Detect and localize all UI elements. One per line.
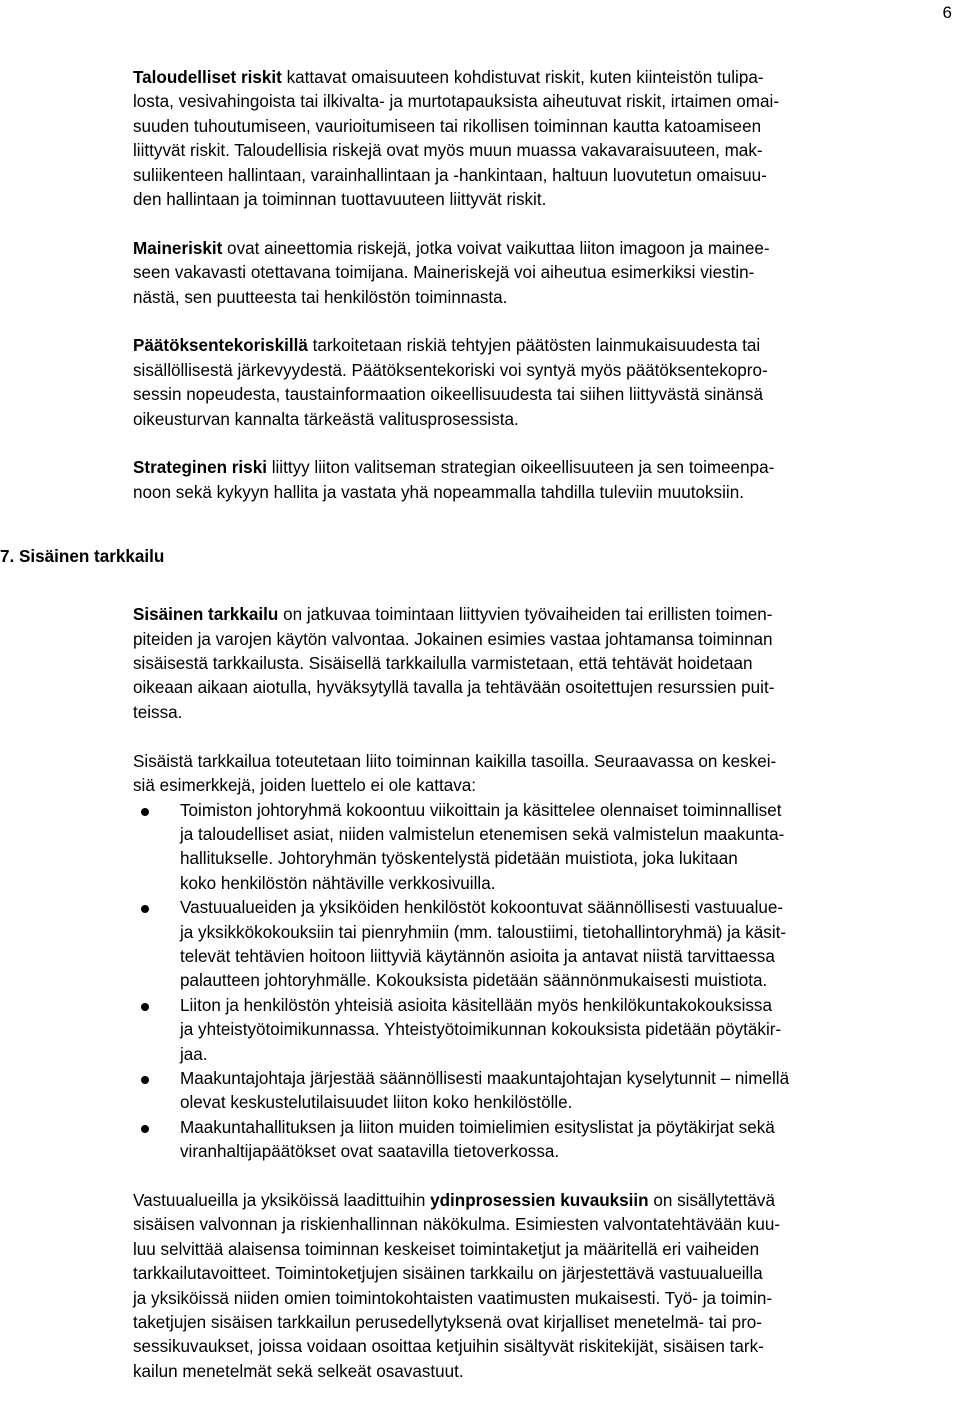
paragraph-decision-risks xyxy=(133,334,951,432)
paragraph-text: liittyy liiton valitseman strategian oikeellisuuteen ja sen toimeenpa- noon sekä kykyyn hallita ja vastata yhä nopeammalla tahdilla tuleviin muutoksiin. xyxy=(133,458,775,502)
term-core-process-descriptions: ydinprosessien kuvauksiin xyxy=(430,1190,649,1210)
bullet-icon xyxy=(141,1076,149,1084)
paragraph-reputation-risks xyxy=(133,237,951,310)
term-decision-risks: Päätöksentekoriskillä xyxy=(133,336,308,356)
term-strategic-risk: Strateginen riski xyxy=(133,458,267,478)
bullet-icon xyxy=(141,808,149,816)
bullet-icon xyxy=(141,1003,149,1011)
paragraph-strategic-risk xyxy=(133,456,951,505)
paragraph-financial-risks xyxy=(133,66,951,212)
paragraph-text: on jatkuvaa toimintaan liittyvien työvaiheiden tai erillisten toimen- piteiden ja varojen käytön valvontaa. Jokainen esimies vastaa johtamansa toiminnan sisäisestä tarkkailusta. Sisäisellä tarkkailulla varmistetaan, että tehtävät hoidetaan oikeaan aikaan aiotulla, hyväksytyllä tavalla ja tehtävään osoitettujen resurssien puit- teissa. xyxy=(133,605,775,722)
section-heading: 7. Sisäinen tarkkailu xyxy=(0,547,165,566)
list-item-text: Toimiston johtoryhmä kokoontuu viikoittain ja käsittelee olennaiset toiminnalliset ja taloudelliset asiat, niiden valmistelun etenemisen sekä valmistelun maakunta- hallitukselle. Johtoryhmän työskentelystä pidetään muistiota, joka lukitaan koko henkilöstön nähtäville verkkosivuilla. xyxy=(180,800,785,893)
term-financial-risks: Taloudelliset riskit xyxy=(133,68,282,87)
list-item xyxy=(133,799,951,897)
paragraph-internal-monitoring xyxy=(133,603,951,725)
list-item xyxy=(133,1067,951,1116)
examples-list xyxy=(133,799,951,1165)
paragraph-text: ovat aineettomia riskejä, jotka voivat vaikuttaa liiton imagoon ja mainee- seen vakavasti otettavana toimijana. Maineriskejä voi aiheutua esimerkiksi viestin- nästä, sen puutteesta tai henkilöstön toiminnasta. xyxy=(133,238,770,307)
list-item xyxy=(133,994,951,1067)
paragraph-text: Sisäistä tarkkailua toteutetaan liito toiminnan kaikilla tasoilla. Seuraavassa on keskei- siä esimerkkejä, joiden luettelo ei ole kattava: xyxy=(133,751,777,796)
paragraph-monitoring-levels xyxy=(133,750,951,799)
paragraph-text: kattavat omaisuuteen kohdistuvat riskit, kuten kiinteistön tulipa- losta, vesivahingoista tai ilkivalta- ja murtotapauksista aiheutuvat riskit, irtaimen omai- suuden tuhoutumiseen, vaurioitumiseen tai rikollisen toiminnan kautta katoamiseen liittyvät riskit. Taloudellisia riskejä ovat myös muun muassa vakavaraisuuteen, mak- suliikenteen hallintaan, varainhallintaan ja -hankintaan, haltuun luovutetun omaisuu- den hallintaan ja toiminnan tuottavuuteen liittyvät riskit. xyxy=(133,68,780,210)
bullet-icon xyxy=(141,905,149,913)
paragraph-text: on sisällytettävä sisäisen valvonnan ja riskienhallinnan näkökulma. Esimiesten valvontatehtävään kuu- luu selvittää alaisensa toiminnan keskeiset toimintaketjut ja määritellä eri vaiheiden tarkkailutavoitteet. Toimintoketjujen sisäinen tarkkailu on järjestettävä vastuualueilla ja yksiköissä niiden omien toimintokohtaisten vaatimusten mukaisesti. Työ- ja toimin- taketjujen sisäisen tarkkailun perusedellytyksenä ovat kirjalliset menetelmä- tai pro- sessikuvaukset, joissa voidaan osoittaa ketjuihin sisältyvät riskitekijät, sisäisen tark- kailun menetelmät sekä selkeät osavastuut. xyxy=(133,1190,781,1381)
list-item-text: Maakuntajohtaja järjestää säännöllisesti maakuntajohtajan kyselytunnit – nimellä olevat keskustelutilaisuudet liiton koko henkilöstölle. xyxy=(180,1068,790,1113)
term-reputation-risks: Maineriskit xyxy=(133,238,223,258)
paragraph-core-processes xyxy=(133,1189,951,1384)
page-number: 6 xyxy=(942,3,952,22)
term-internal-monitoring: Sisäinen tarkkailu xyxy=(133,605,279,625)
list-item-text: Liiton ja henkilöstön yhteisiä asioita käsitellään myös henkilökuntakokouksissa ja yhteistyötoimikunnassa. Yhteistyötoimikunnan kokouksista pidetään pöytäkir- jaa. xyxy=(180,995,782,1064)
list-item-text: Vastuualueiden ja yksiköiden henkilöstöt kokoontuvat säännöllisesti vastuualue- ja yksikkökokouksiin tai pienryhmiin (mm. taloustiimi, tietohallintoryhmä) ja käsit- televät tehtävien hoitoon liittyviä käytännön asioita ja antavat niistä tarvittaessa palautteen johtoryhmälle. Kokouksista pidetään säännönmukaisesti muistiota. xyxy=(180,898,787,991)
list-item xyxy=(133,896,951,994)
document-body xyxy=(133,66,951,1384)
list-item xyxy=(133,1116,951,1165)
bullet-icon xyxy=(141,1125,149,1133)
list-item-text: Maakuntahallituksen ja liiton muiden toimielimien esityslistat ja pöytäkirjat sekä viranhaltijapäätökset ovat saatavilla tietoverkossa. xyxy=(180,1117,775,1162)
paragraph-text: Vastuualueilla ja yksiköissä laadittuihin xyxy=(133,1190,431,1210)
paragraph-text: tarkoitetaan riskiä tehtyjen päätösten lainmukaisuudesta tai sisällöllisestä järkevyydestä. Päätöksentekoriski voi syntyä myös päätöksentekopro- sessin nopeudesta, taustainformaation oikeellisuudesta tai siihen liittyvästä sinänsä oikeusturvan kannalta tärkeästä valitusprosessista. xyxy=(133,336,768,429)
